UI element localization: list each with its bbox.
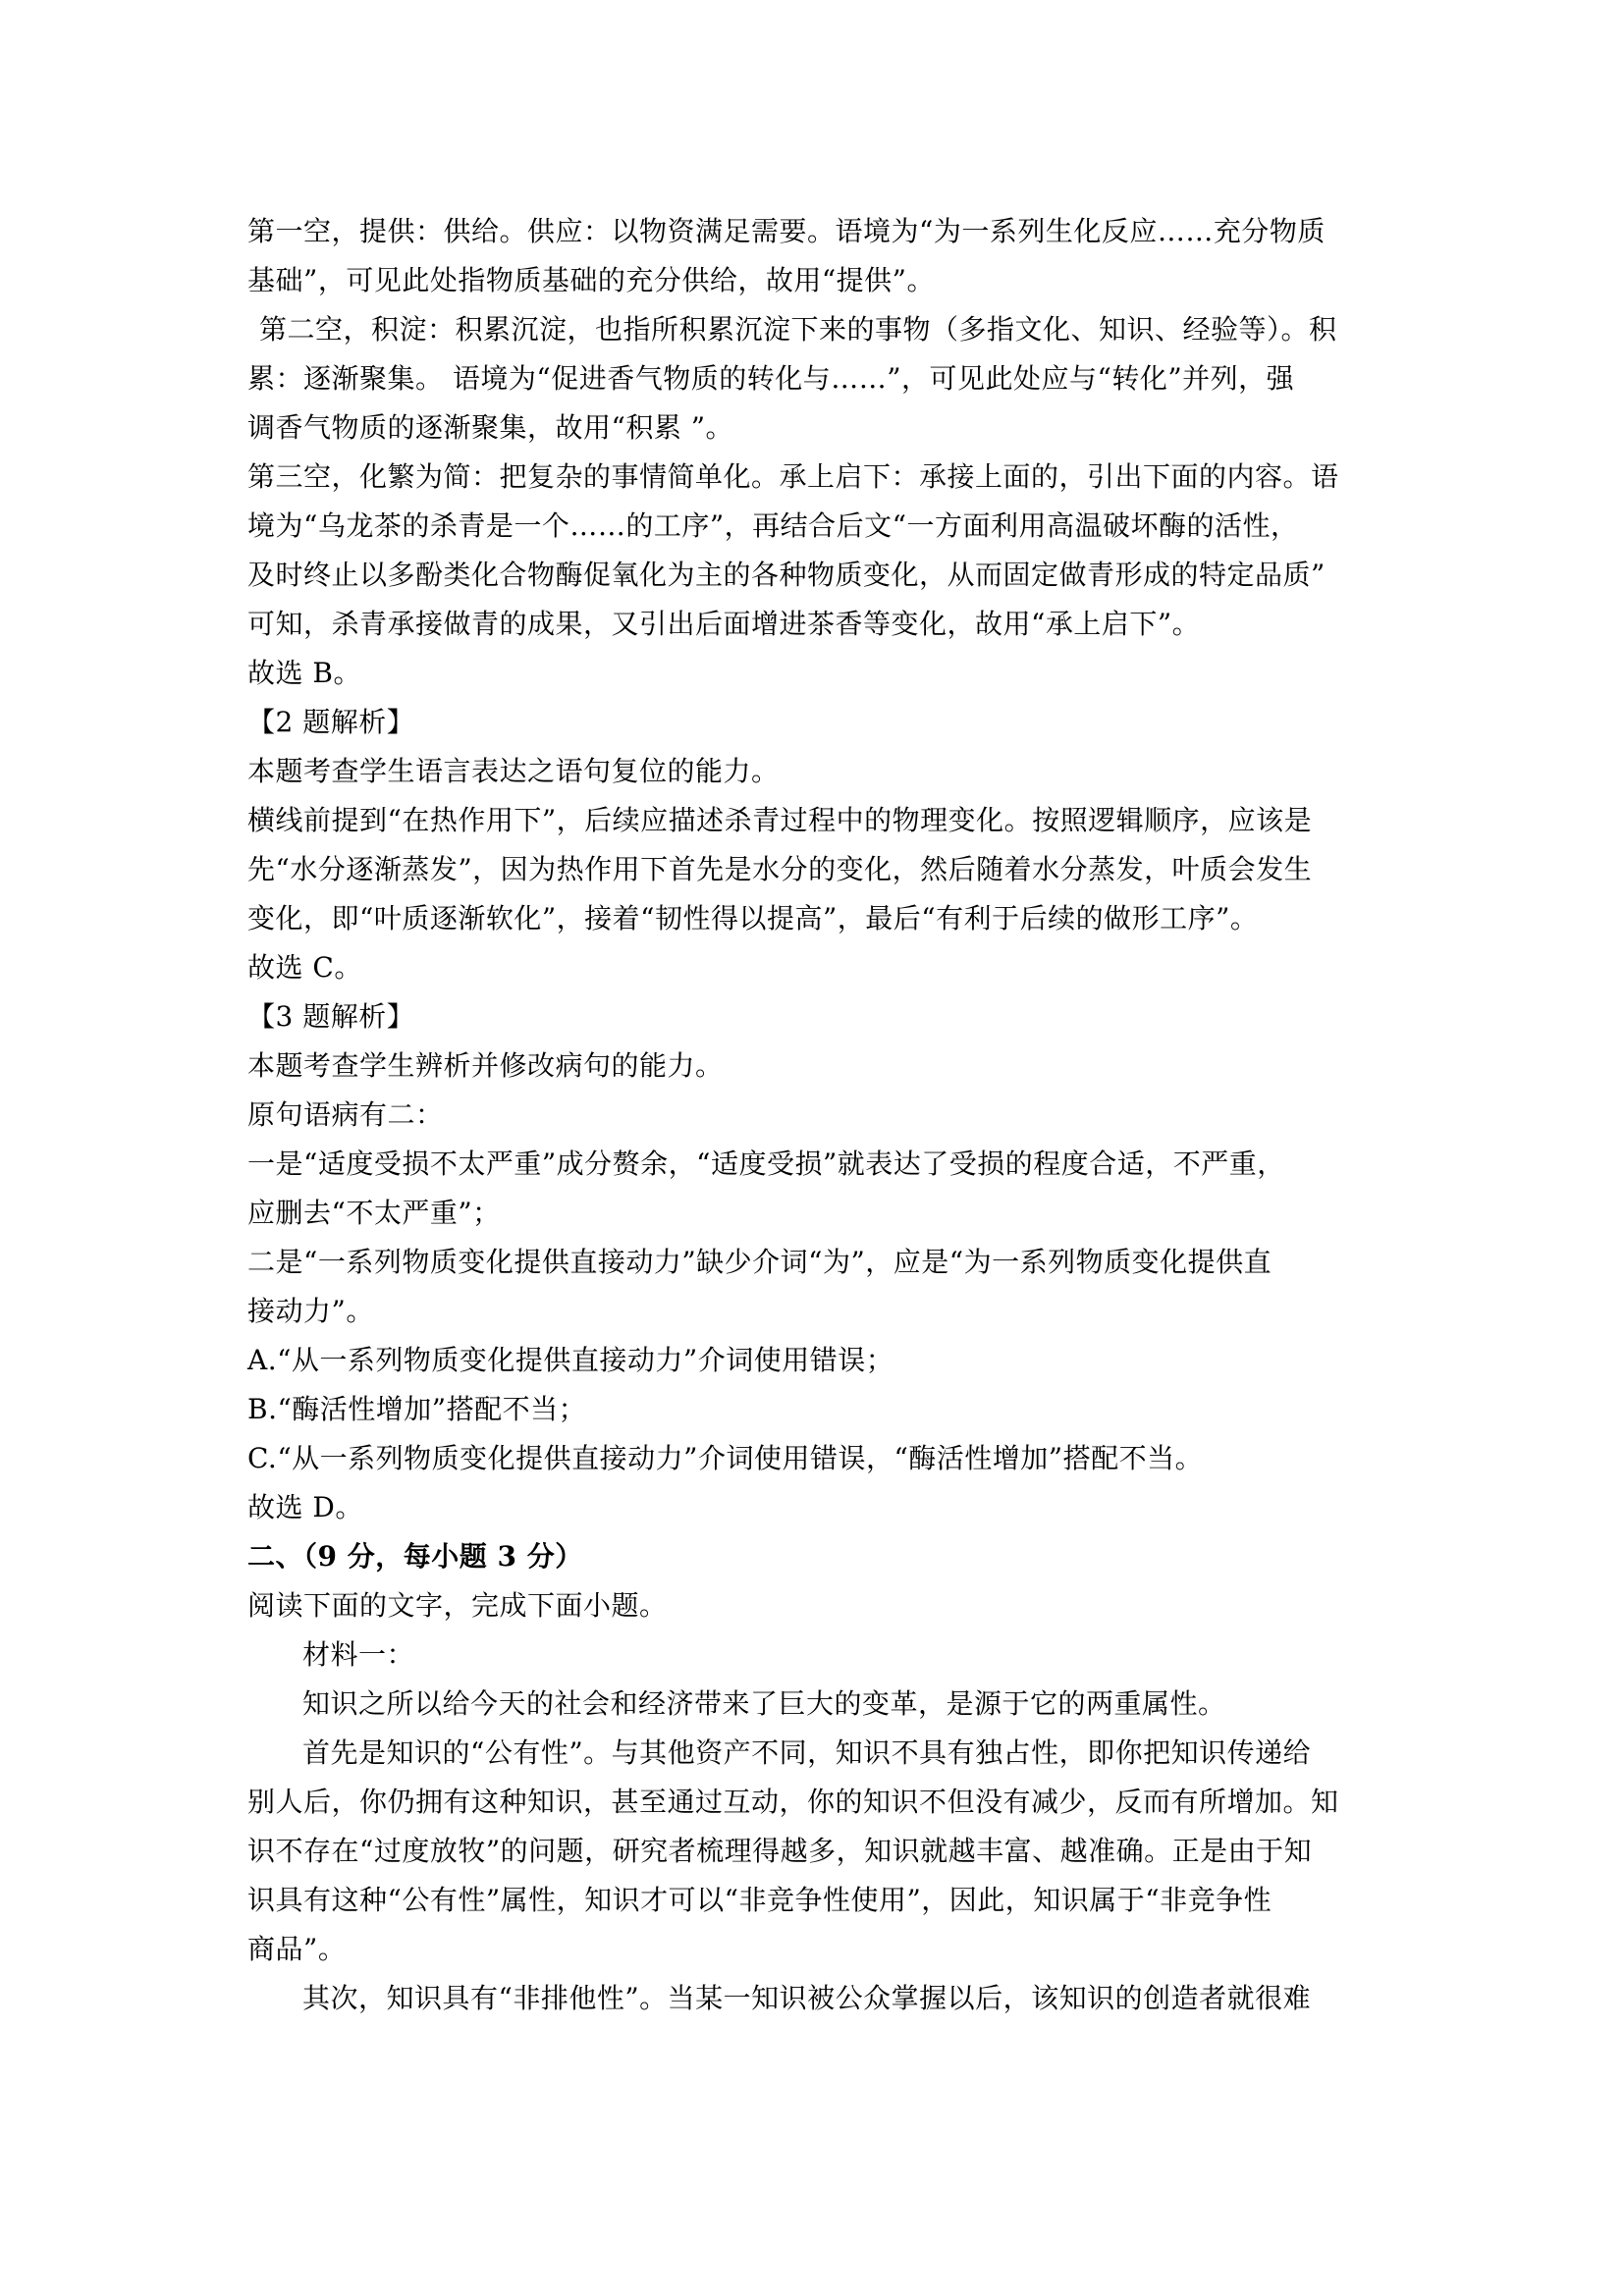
paragraph-line: 先“水分逐渐蒸发”，因为热作用下首先是水分的变化，然后随着水分蒸发，叶质会发生 [247,853,1313,885]
paragraph-line: 知识之所以给今天的社会和经济带来了巨大的变革，是源于它的两重属性。 [302,1687,1226,1720]
paragraph-line: 首先是知识的“公有性”。与其他资产不同，知识不具有独占性，即你把知识传递给 [302,1736,1312,1769]
paragraph-line: 累：逐渐聚集。 语境为“促进香气物质的转化与……”，可见此处应与“转化”并列，强 [247,362,1295,395]
paragraph-line: 其次，知识具有“非排他性”。当某一知识被公众掌握以后，该知识的创造者就很难 [302,1982,1312,2014]
paragraph-line: 调香气物质的逐渐聚集，故用“积累 ”。 [247,411,734,444]
paragraph-line: 及时终止以多酚类化合物酶促氧化为主的各种物质变化，从而固定做青形成的特定品质” [247,559,1326,591]
paragraph-line: 识具有这种“公有性”属性，知识才可以“非竞争性使用”，因此，知识属于“非竞争性 [247,1884,1272,1916]
paragraph-line: 横线前提到“在热作用下”，后续应描述杀青过程中的物理变化。按照逻辑顺序，应该是 [247,804,1313,836]
paragraph-line: 第二空，积淀：积累沉淀，也指所积累沉淀下来的事物（多指文化、知识、经验等）。积 [259,313,1337,346]
paragraph-line: 第三空，化繁为简：把复杂的事情简单化。承上启下：承接上面的，引出下面的内容。语 [247,460,1339,493]
option-line: B.“酶活性增加”搭配不当； [247,1393,587,1425]
answer-line: 故选 B。 [247,657,361,689]
paragraph-line: 可知，杀青承接做青的成果，又引出后面增进茶香等变化，故用“承上启下”。 [247,608,1201,640]
paragraph-line: 应删去“不太严重”； [247,1197,501,1229]
instruction-line: 阅读下面的文字，完成下面小题。 [247,1589,668,1622]
paragraph-line: 一是“适度受损不太严重”成分赘余，“适度受损”就表达了受损的程度合适，不严重， [247,1148,1285,1180]
answer-line: 故选 D。 [247,1491,363,1523]
section-title: 二、（9 分，每小题 3 分） [247,1540,583,1573]
paragraph-line: 识不存在“过度放牧”的问题，研究者梳理得越多，知识就越丰富、越准确。正是由于知 [247,1835,1313,1867]
material-label: 材料一： [302,1638,415,1671]
paragraph-line: 原句语病有二： [247,1098,444,1131]
paragraph-line: 境为“乌龙茶的杀青是一个……的工序”，再结合后文“一方面利用高温破坏酶的活性， [247,509,1299,542]
paragraph-line: 二是“一系列物质变化提供直接动力”缺少介词“为”，应是“为一系列物质变化提供直 [247,1246,1272,1278]
paragraph-line: 基础”，可见此处指物质基础的充分供给，故用“提供”。 [247,264,935,296]
answer-line: 故选 C。 [247,951,362,984]
option-line: A.“从一系列物质变化提供直接动力”介词使用错误； [247,1344,894,1376]
option-line: C.“从一系列物质变化提供直接动力”介词使用错误，“酶活性增加”搭配不当。 [247,1442,1204,1474]
paragraph-line: 商品”。 [247,1933,347,1965]
paragraph-line: 本题考查学生语言表达之语句复位的能力。 [247,755,780,787]
paragraph-line: 本题考查学生辨析并修改病句的能力。 [247,1049,724,1082]
paragraph-line: 别人后，你仍拥有这种知识，甚至通过互动，你的知识不但没有减少，反而有所增加。知 [247,1786,1339,1818]
section-heading: 【2 题解析】 [247,706,415,738]
paragraph-line: 变化，即“叶质逐渐软化”，接着“韧性得以提高”，最后“有利于后续的做形工序”。 [247,902,1259,934]
paragraph-line: 第一空，提供：供给。供应：以物资满足需要。语境为“为一系列生化反应……充分物质 [247,215,1326,247]
section-heading: 【3 题解析】 [247,1000,415,1033]
paragraph-line: 接动力”。 [247,1295,374,1327]
